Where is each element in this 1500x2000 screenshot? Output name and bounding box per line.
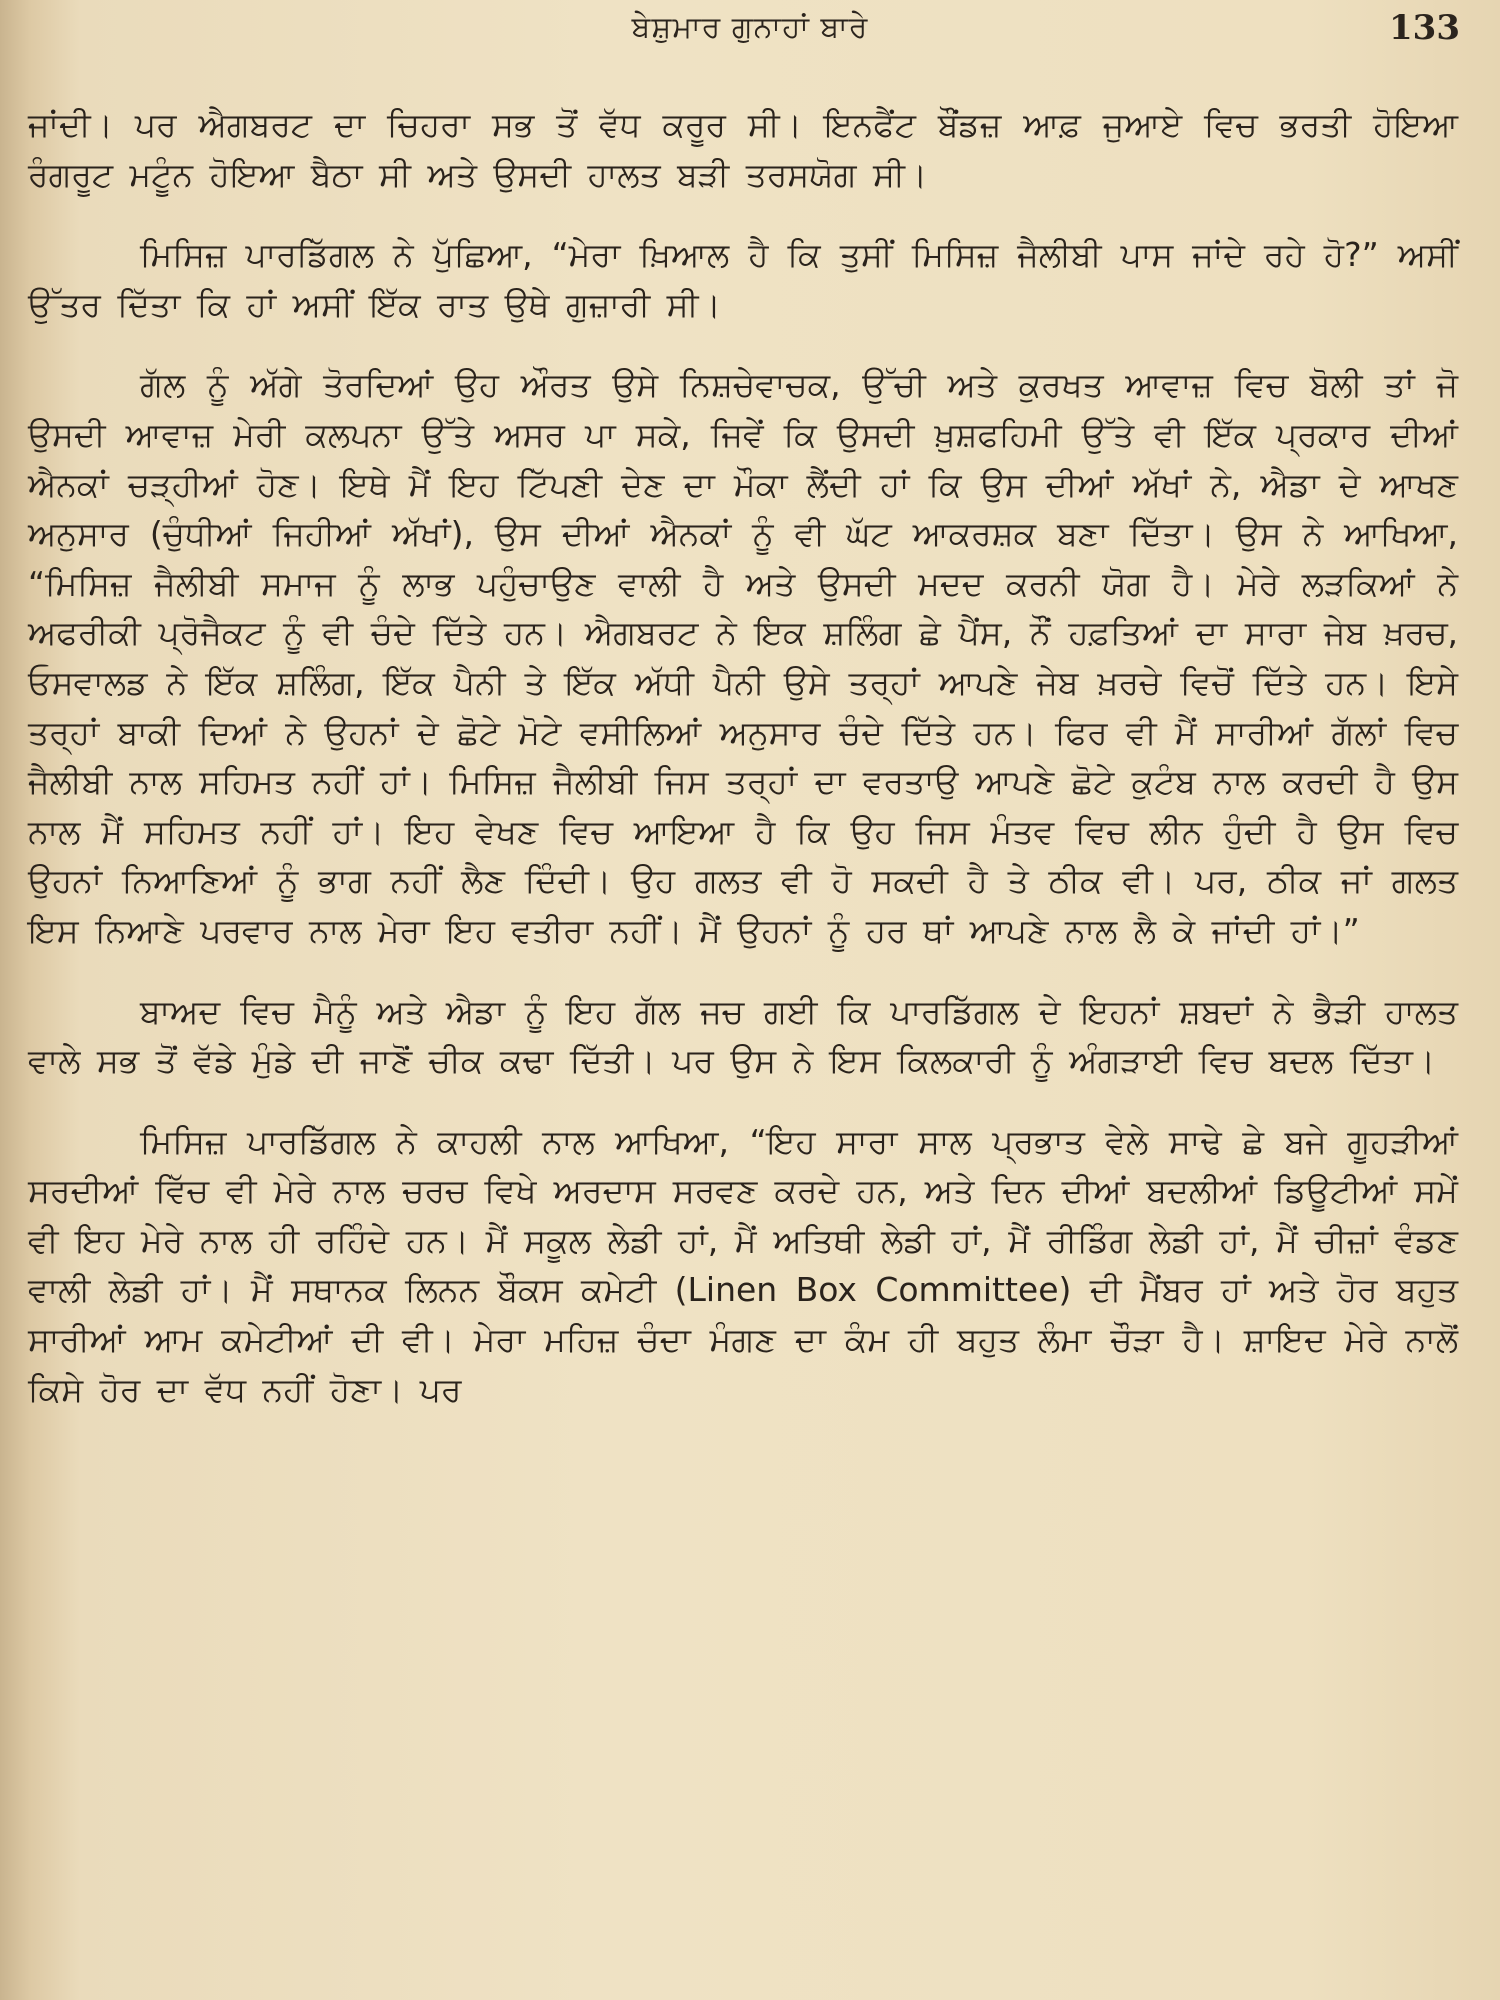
paragraph-continuation: ਜਾਂਦੀ। ਪਰ ਐਗਬਰਟ ਦਾ ਚਿਹਰਾ ਸਭ ਤੋਂ ਵੱਧ ਕਰੂਰ ਸੀ। ਇਨਫੈਂਟ ਬੌਂਡਜ਼ ਆਫ਼ ਜੁਆਏ ਵਿਚ ਭਰਤੀ ਹੋਇਆ ਰੰਗਰੂਟ ਮਟੂੰਨ ਹੋਇਆ ਬੈਠਾ ਸੀ ਅਤੇ ਉਸਦੀ ਹਾਲਤ ਬੜੀ ਤਰਸਯੋਗ ਸੀ। [28,105,1458,194]
page-header [0,4,1500,54]
running-title: ਬੇਸ਼ੁਮਾਰ ਗੁਨਾਹਾਂ ਬਾਰੇ [631,10,869,45]
paragraph: ਮਿਸਿਜ਼ ਪਾਰਡਿੱਗਲ ਨੇ ਪੁੱਛਿਆ, “ਮੇਰਾ ਖ਼ਿਆਲ ਹੈ ਕਿ ਤੁਸੀਂ ਮਿਸਿਜ਼ ਜੈਲੀਬੀ ਪਾਸ ਜਾਂਦੇ ਰਹੇ ਹੋ?” ਅਸੀਂ ਉੱਤਰ ਦਿੱਤਾ ਕਿ ਹਾਂ ਅਸੀਂ ਇੱਕ ਰਾਤ ਉਥੇ ਗੁਜ਼ਾਰੀ ਸੀ। [28,235,1458,324]
paragraph: ਬਾਅਦ ਵਿਚ ਮੈਨੂੰ ਅਤੇ ਐਡਾ ਨੂੰ ਇਹ ਗੱਲ ਜਚ ਗਈ ਕਿ ਪਾਰਡਿੱਗਲ ਦੇ ਇਹਨਾਂ ਸ਼ਬਦਾਂ ਨੇ ਭੈੜੀ ਹਾਲਤ ਵਾਲੇ ਸਭ ਤੋਂ ਵੱਡੇ ਮੁੰਡੇ ਦੀ ਜਾਣੋਂ ਚੀਕ ਕਢਾ ਦਿੱਤੀ। ਪਰ ਉਸ ਨੇ ਇਸ ਕਿਲਕਾਰੀ ਨੂੰ ਅੰਗੜਾਈ ਵਿਚ ਬਦਲ ਦਿੱਤਾ। [28,991,1458,1081]
paragraph: ਮਿਸਿਜ਼ ਪਾਰਡਿੱਗਲ ਨੇ ਕਾਹਲੀ ਨਾਲ ਆਖਿਆ, “ਇਹ ਸਾਰਾ ਸਾਲ ਪ੍ਰਭਾਤ ਵੇਲੇ ਸਾਢੇ ਛੇ ਬਜੇ ਗੂਹੜੀਆਂ ਸਰਦੀਆਂ ਵਿੱਚ ਵੀ ਮੇਰੇ ਨਾਲ ਚਰਚ ਵਿਖੇ ਅਰਦਾਸ ਸਰਵਣ ਕਰਦੇ ਹਨ, ਅਤੇ ਦਿਨ ਦੀਆਂ ਬਦਲੀਆਂ ਡਿਊਟੀਆਂ ਸਮੇਂ ਵੀ ਇਹ ਮੇਰੇ ਨਾਲ ਹੀ ਰਹਿੰਦੇ ਹਨ। ਮੈਂ ਸਕੂਲ ਲੇਡੀ ਹਾਂ, ਮੈਂ ਅਤਿਥੀ ਲੇਡੀ ਹਾਂ, ਮੈਂ ਰੀਡਿੰਗ ਲੇਡੀ ਹਾਂ, ਮੈਂ ਚੀਜ਼ਾਂ ਵੰਡਣ ਵਾਲੀ ਲੇਡੀ ਹਾਂ। ਮੈਂ ਸਥਾਨਕ ਲਿਨਨ ਬੌਕਸ ਕਮੇਟੀ (Linen Box Committee) ਦੀ ਮੈਂਬਰ ਹਾਂ ਅਤੇ ਹੋਰ ਬਹੁਤ ਸਾਰੀਆਂ ਆਮ ਕਮੇਟੀਆਂ ਦੀ ਵੀ। ਮੇਰਾ ਮਹਿਜ਼ ਚੰਦਾ ਮੰਗਣ ਦਾ ਕੰਮ ਹੀ ਬਹੁਤ ਲੰਮਾ ਚੌੜਾ ਹੈ। ਸ਼ਾਇਦ ਮੇਰੇ ਨਾਲੋਂ ਕਿਸੇ ਹੋਰ ਦਾ ਵੱਧ ਨਹੀਂ ਹੋਣਾ। ਪਰ [28,1121,1458,1409]
paragraph: ਗੱਲ ਨੂੰ ਅੱਗੇ ਤੋਰਦਿਆਂ ਉਹ ਔਰਤ ਉਸੇ ਨਿਸ਼ਚੇਵਾਚਕ, ਉੱਚੀ ਅਤੇ ਕੁਰਖਤ ਆਵਾਜ਼ ਵਿਚ ਬੋਲੀ ਤਾਂ ਜੋ ਉਸਦੀ ਆਵਾਜ਼ ਮੇਰੀ ਕਲਪਨਾ ਉੱਤੇ ਅਸਰ ਪਾ ਸਕੇ, ਜਿਵੇਂ ਕਿ ਉਸਦੀ ਖ਼ੁਸ਼ਫਹਿਮੀ ਉੱਤੇ ਵੀ ਇੱਕ ਪ੍ਰਕਾਰ ਦੀਆਂ ਐਨਕਾਂ ਚੜ੍ਹੀਆਂ ਹੋਣ। ਇਥੇ ਮੈਂ ਇਹ ਟਿੱਪਣੀ ਦੇਣ ਦਾ ਮੌਕਾ ਲੈਂਦੀ ਹਾਂ ਕਿ ਉਸ ਦੀਆਂ ਅੱਖਾਂ ਨੇ, ਐਡਾ ਦੇ ਆਖਣ ਅਨੁਸਾਰ (ਚੁੰਧੀਆਂ ਜਿਹੀਆਂ ਅੱਖਾਂ), ਉਸ ਦੀਆਂ ਐਨਕਾਂ ਨੂੰ ਵੀ ਘੱਟ ਆਕਰਸ਼ਕ ਬਣਾ ਦਿੱਤਾ। ਉਸ ਨੇ ਆਖਿਆ, “ਮਿਸਿਜ਼ ਜੈਲੀਬੀ ਸਮਾਜ ਨੂੰ ਲਾਭ ਪਹੁੰਚਾਉਣ ਵਾਲੀ ਹੈ ਅਤੇ ਉਸਦੀ ਮਦਦ ਕਰਨੀ ਯੋਗ ਹੈ। ਮੇਰੇ ਲੜਕਿਆਂ ਨੇ ਅਫਰੀਕੀ ਪ੍ਰੋਜੈਕਟ ਨੂੰ ਵੀ ਚੰਦੇ ਦਿੱਤੇ ਹਨ। ਐਗਬਰਟ ਨੇ ਇਕ ਸ਼ਲਿੰਗ ਛੇ ਪੈਂਸ, ਨੌਂ ਹਫ਼ਤਿਆਂ ਦਾ ਸਾਰਾ ਜੇਬ ਖ਼ਰਚ, ਓਸਵਾਲਡ ਨੇ ਇੱਕ ਸ਼ਲਿੰਗ, ਇੱਕ ਪੈਨੀ ਤੇ ਇੱਕ ਅੱਧੀ ਪੈਨੀ ਉਸੇ ਤਰ੍ਹਾਂ ਆਪਣੇ ਜੇਬ ਖ਼ਰਚੇ ਵਿਚੋਂ ਦਿੱਤੇ ਹਨ। ਇਸੇ ਤਰ੍ਹਾਂ ਬਾਕੀ ਦਿਆਂ ਨੇ ਉਹਨਾਂ ਦੇ ਛੋਟੇ ਮੋਟੇ ਵਸੀਲਿਆਂ ਅਨੁਸਾਰ ਚੰਦੇ ਦਿੱਤੇ ਹਨ। ਫਿਰ ਵੀ ਮੈਂ ਸਾਰੀਆਂ ਗੱਲਾਂ ਵਿਚ ਜੈਲੀਬੀ ਨਾਲ ਸਹਿਮਤ ਨਹੀਂ ਹਾਂ। ਮਿਸਿਜ਼ ਜੈਲੀਬੀ ਜਿਸ ਤਰ੍ਹਾਂ ਦਾ ਵਰਤਾਉ ਆਪਣੇ ਛੋਟੇ ਕੁਟੰਬ ਨਾਲ ਕਰਦੀ ਹੈ ਉਸ ਨਾਲ ਮੈਂ ਸਹਿਮਤ ਨਹੀਂ ਹਾਂ। ਇਹ ਵੇਖਣ ਵਿਚ ਆਇਆ ਹੈ ਕਿ ਉਹ ਜਿਸ ਮੰਤਵ ਵਿਚ ਲੀਨ ਹੁੰਦੀ ਹੈ ਉਸ ਵਿਚ ਉਹਨਾਂ ਨਿਆਣਿਆਂ ਨੂੰ ਭਾਗ ਨਹੀਂ ਲੈਣ ਦਿੰਦੀ। ਉਹ ਗਲਤ ਵੀ ਹੋ ਸਕਦੀ ਹੈ ਤੇ ਠੀਕ ਵੀ। ਪਰ, ਠੀਕ ਜਾਂ ਗਲਤ ਇਸ ਨਿਆਣੇ ਪਰਵਾਰ ਨਾਲ ਮੇਰਾ ਇਹ ਵਤੀਰਾ ਨਹੀਂ। ਮੈਂ ਉਹਨਾਂ ਨੂੰ ਹਰ ਥਾਂ ਆਪਣੇ ਨਾਲ ਲੈ ਕੇ ਜਾਂਦੀ ਹਾਂ।” [28,365,1458,950]
page-number: 133 [1389,8,1460,48]
body-text [28,100,1458,1445]
